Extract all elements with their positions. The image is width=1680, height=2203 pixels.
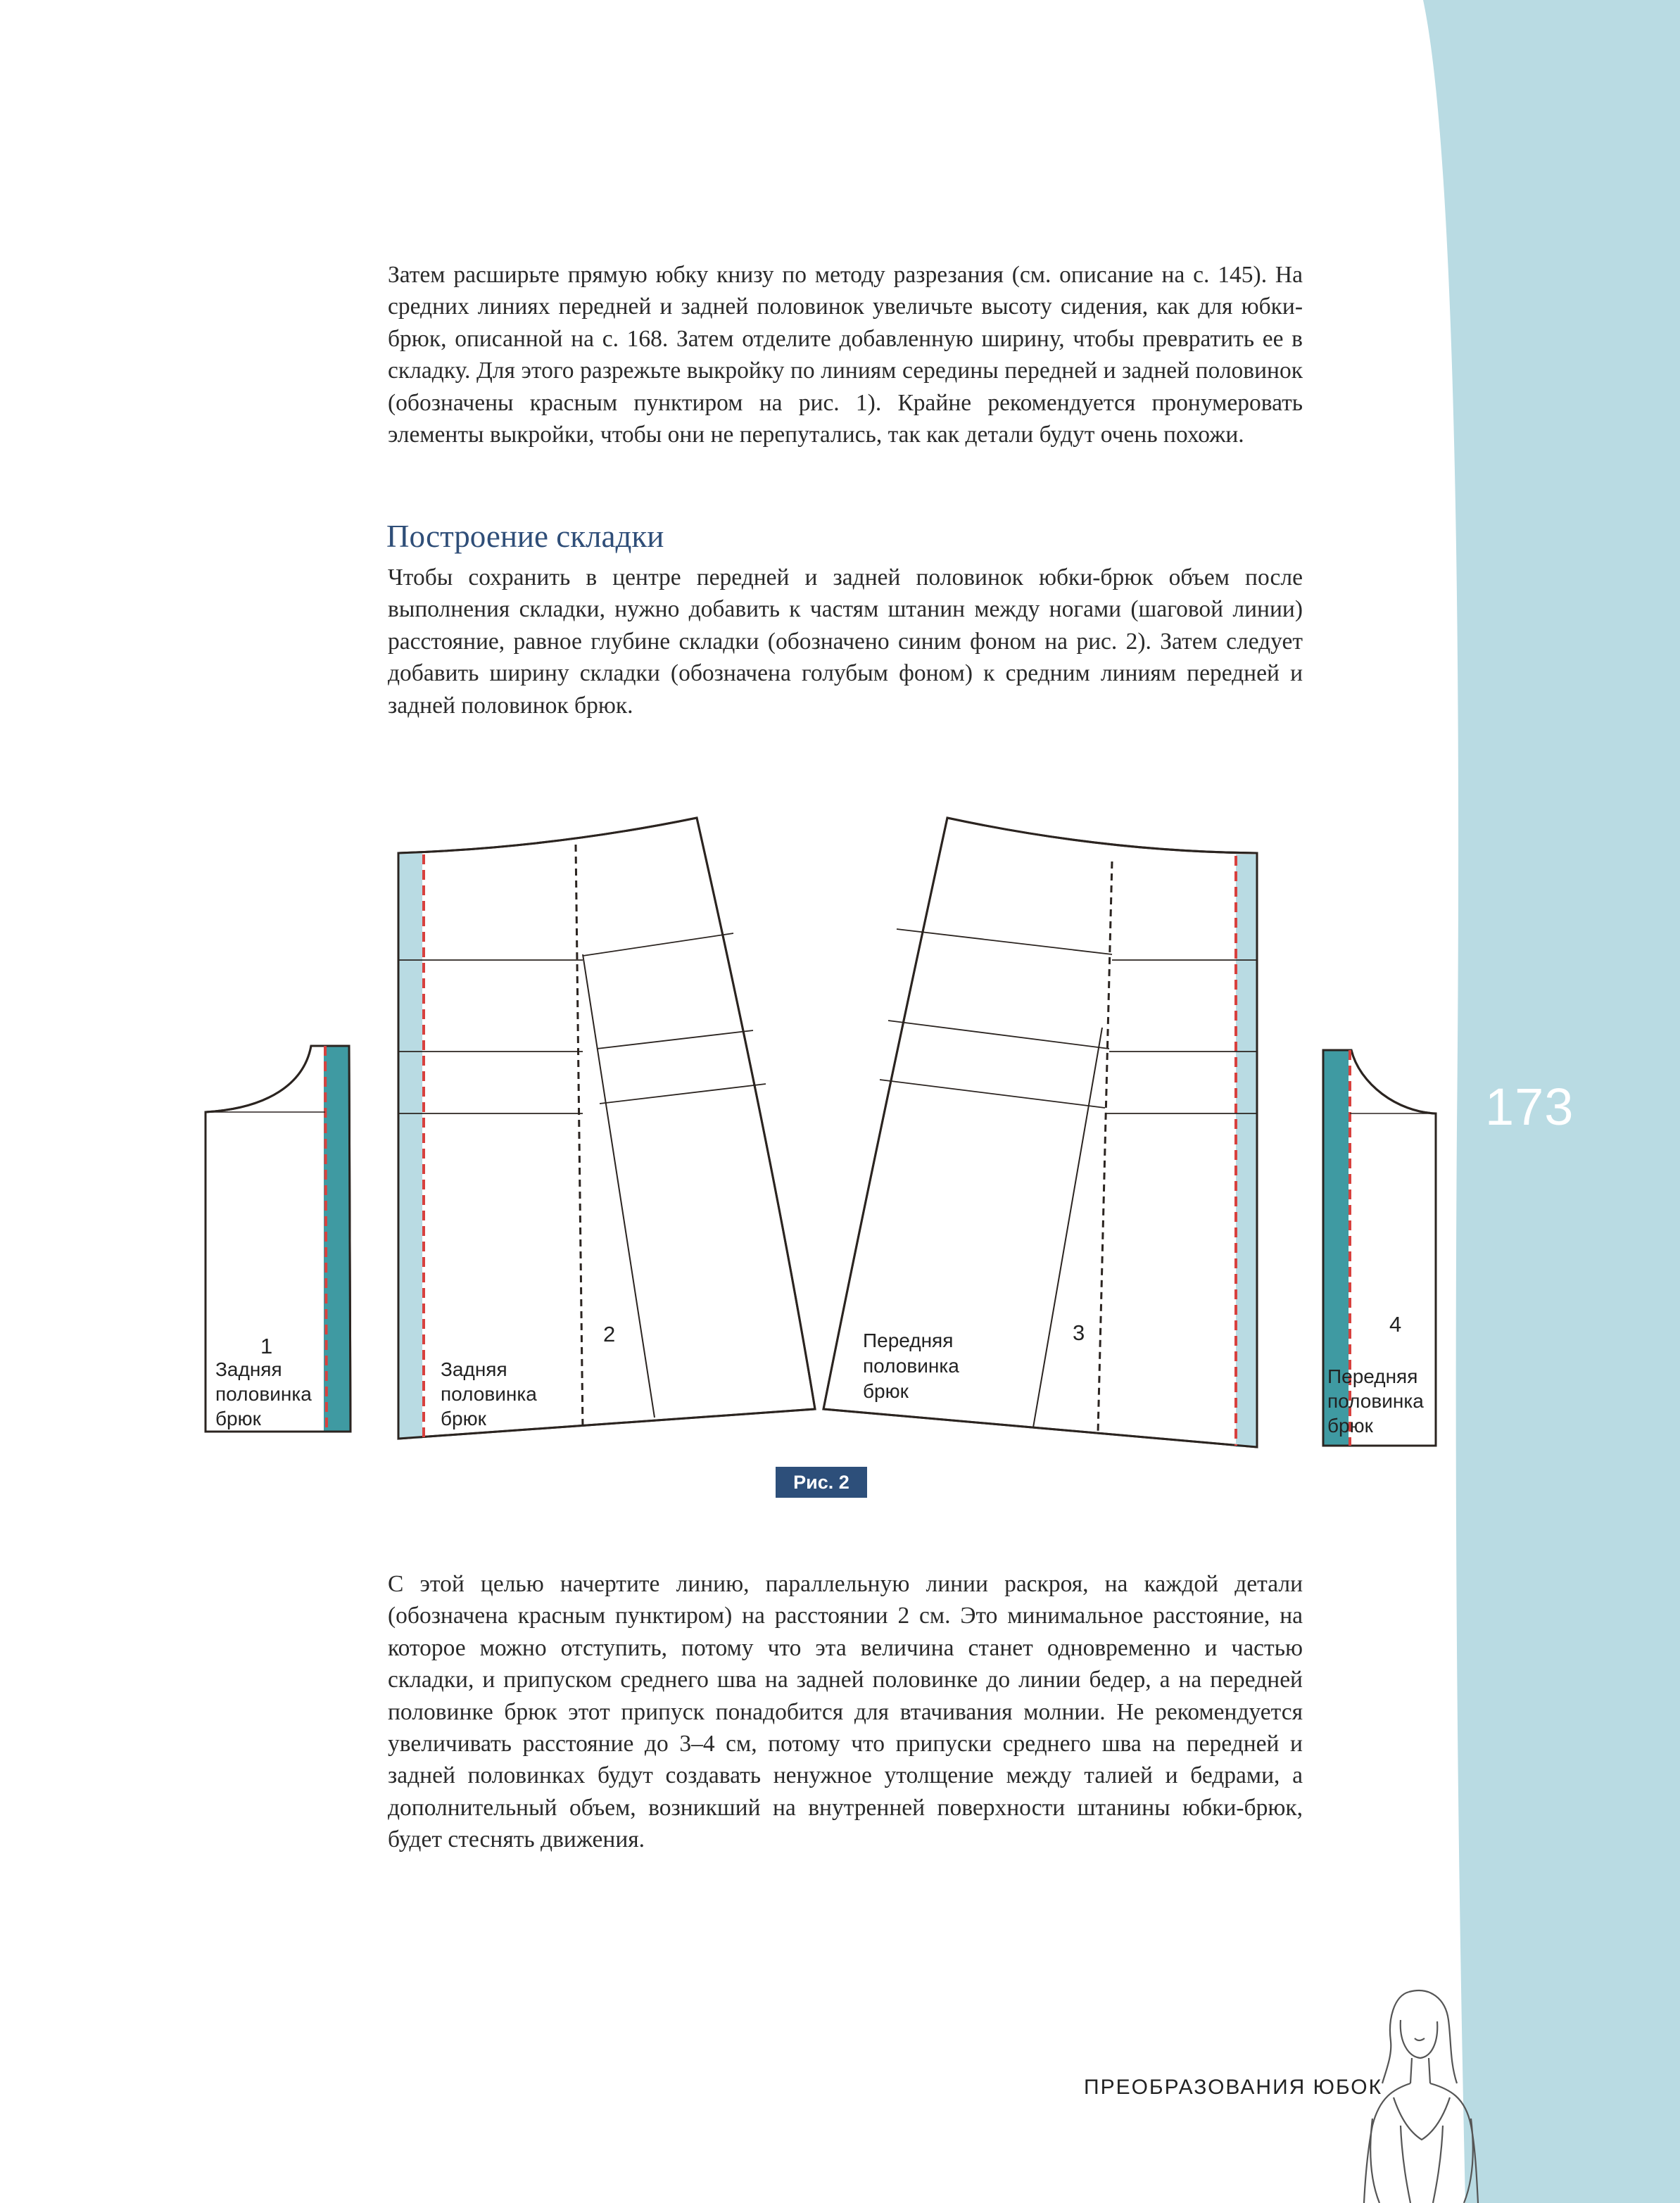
piece-3-label-line1: Передняя [863,1330,954,1351]
piece-1-label-line1: Задняя [215,1358,282,1380]
piece-3-label-line2: половинка [863,1355,959,1377]
piece-4-label-line3: брюк [1327,1415,1373,1437]
body-paragraph: Чтобы сохранить в центре передней и задней половинок юбки-брюк объем после выполнения складки, нужно добавить к частям штанин между ногами (шаговой линии) расстояние, равное глубине складки (обозначено синим фоном на рис. 2). Затем следует добавить ширину складки (обозначена голубым фоном) к средним линиям передней и задней половинок брюк. [388,564,1303,719]
section-heading: Построение складки [386,519,664,554]
piece-2-label-line1: Задняя [441,1358,507,1380]
piece-2-label-line2: половинка [441,1383,537,1405]
pattern-piece-3 [823,818,1257,1447]
piece-1-label-line2: половинка [215,1383,312,1405]
figure-caption: Рис. 2 [776,1467,867,1498]
piece-3-number: 3 [1073,1320,1085,1345]
body-paragraph: Затем расширьте прямую юбку книзу по методу разрезания (см. описание на с. 145). На средних линиях передней и задней половинок увеличьте высоту сидения, как для юбки-брюк, описанной на с. 168. Затем отделите добавленную ширину, чтобы превратить ее в складку. Для этого разрежьте выкройку по линиям середины передней и задней половинок (обозначены красным пунктиром на рис. 1). Крайне рекомендуется пронумеровать элементы выкройки, чтобы они не перепутались, так как детали будут очень похожи. [388,262,1303,448]
piece-1-label-line3: брюк [215,1408,261,1429]
page-number: 173 [1485,1078,1574,1136]
body-paragraph: С этой целью начертите линию, параллельную линии раскроя, на каждой детали (обозначена красным пунктиром) на расстоянии 2 см. Это минимальное расстояние, на которое можно отступить, потому что эта величина станет одновременно и частью складки, и припуском среднего шва на задней половинке до линии бедер, а на передней половинке брюк этот припуск понадобится для втачивания молнии. Не рекомендуется увеличивать расстояние до 3–4 см, потому что припуски среднего шва на передней и задней половинках будут создавать ненужное утолщение между талией и бедрами, а дополнительный объем, возникший на внутренней поверхности штанины юбки-брюк, будет стеснять движения. [388,1571,1303,1853]
piece-3-label-line3: брюк [863,1380,909,1402]
woman-illustration [1351,1978,1492,2203]
piece-4-number: 4 [1389,1312,1402,1337]
piece-1-number: 1 [260,1334,273,1358]
piece-2-number: 2 [603,1322,616,1346]
piece-4-label-line2: половинка [1327,1390,1424,1412]
piece-4-label-line1: Передняя [1327,1365,1418,1387]
running-footer-title: ПРЕОБРАЗОВАНИЯ ЮБОК [1084,2076,1383,2099]
piece-2-label-line3: брюк [441,1408,486,1429]
